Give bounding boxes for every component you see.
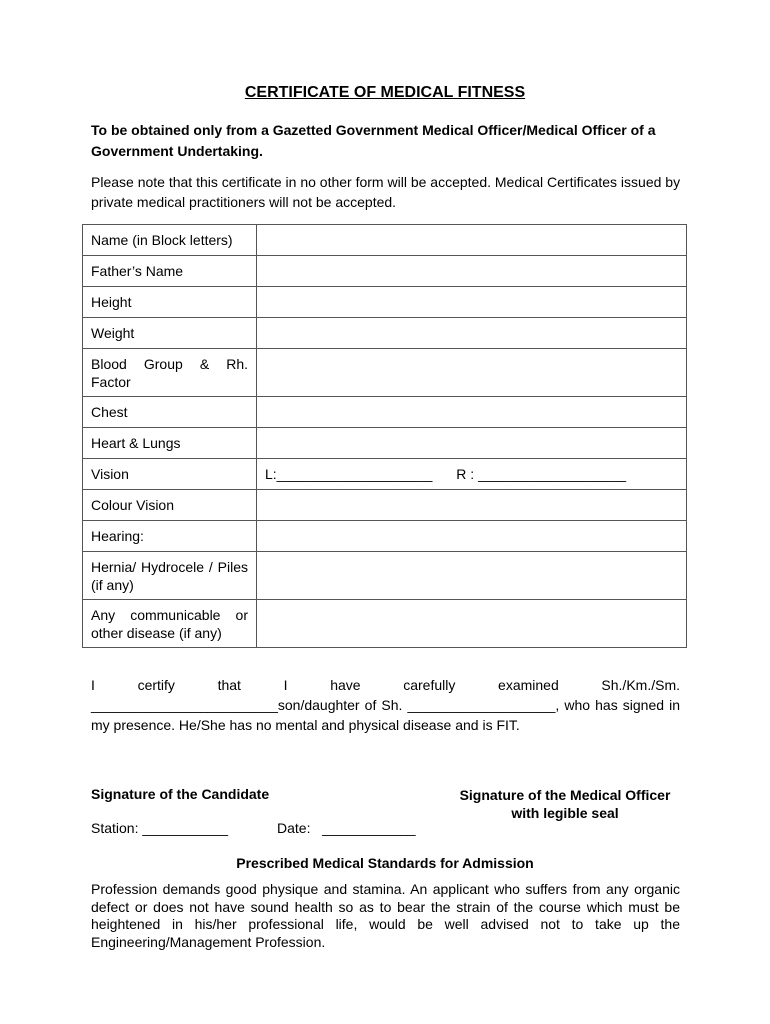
station-field[interactable]: Station: ___________ — [91, 820, 229, 836]
table-row — [83, 552, 687, 600]
medical-officer-signature-label: Signature of the Medical Officer — [459, 787, 671, 803]
vision-right-field[interactable]: R : ___________________ — [456, 466, 627, 482]
row-label-hernia: Hernia/ Hydrocele / Piles (if any) — [83, 552, 257, 600]
table-row — [83, 318, 687, 349]
row-label-weight: Weight — [83, 318, 257, 349]
date-field[interactable]: Date: ____________ — [277, 820, 416, 836]
row-label-heart-lungs: Heart & Lungs — [83, 428, 257, 459]
table-row — [83, 428, 687, 459]
colour-vision-field[interactable] — [257, 490, 687, 521]
table-row — [83, 521, 687, 552]
acceptance-note: Please note that this certificate in no other form will be accepted. Medical Certificates issued by private medical practitioners will not be accepted. — [91, 174, 681, 210]
heart-lungs-field[interactable] — [257, 428, 687, 459]
table-row — [83, 256, 687, 287]
intro-instruction: To be obtained only from a Gazetted Government Medical Officer/Medical Officer of a Government Undertaking. — [91, 122, 656, 159]
row-label-height: Height — [83, 287, 257, 318]
table-row — [83, 287, 687, 318]
vision-cell — [257, 459, 687, 490]
table-row — [83, 349, 687, 397]
blood-group-field[interactable] — [257, 349, 687, 397]
row-label-colour-vision: Colour Vision — [83, 490, 257, 521]
certification-statement: I certify that I have carefully examined Sh./Km./Sm. ________________________son/daughter of Sh. ___________________, who has signed in my presence. He/She has no mental and physical disease and is FIT. — [91, 677, 680, 733]
fathers-name-field[interactable] — [257, 256, 687, 287]
medical-details-table — [82, 224, 687, 648]
table-row — [83, 490, 687, 521]
chest-field[interactable] — [257, 397, 687, 428]
row-label-chest: Chest — [83, 397, 257, 428]
row-label-name: Name (in Block letters) — [83, 225, 257, 256]
row-label-vision: Vision — [83, 459, 257, 490]
table-row — [83, 600, 687, 648]
communicable-disease-field[interactable] — [257, 600, 687, 648]
medical-officer-signature-block — [440, 786, 690, 822]
legible-seal-label: with legible seal — [511, 805, 619, 821]
candidate-signature-label: Signature of the Candidate — [91, 786, 270, 802]
row-label-communicable-disease: Any communicable or other disease (if any) — [83, 600, 257, 648]
hearing-field[interactable] — [257, 521, 687, 552]
name-field[interactable] — [257, 225, 687, 256]
weight-field[interactable] — [257, 318, 687, 349]
height-field[interactable] — [257, 287, 687, 318]
row-label-blood-group: Blood Group & Rh. Factor — [83, 349, 257, 397]
row-label-hearing: Hearing: — [83, 521, 257, 552]
standards-paragraph: Profession demands good physique and stamina. An applicant who suffers from any organic defect or does not have sound health so as to bear the strain of the course which must be heightened in his/her professional life, would be well advised not to take up the Engineering/Management Profession. — [91, 881, 680, 950]
hernia-field[interactable] — [257, 552, 687, 600]
table-row — [83, 397, 687, 428]
vision-left-field[interactable]: L:____________________ — [265, 466, 433, 482]
table-row — [83, 225, 687, 256]
certificate-title: CERTIFICATE OF MEDICAL FITNESS — [244, 84, 526, 101]
table-row — [83, 459, 687, 490]
row-label-fathers-name: Father’s Name — [83, 256, 257, 287]
standards-heading: Prescribed Medical Standards for Admission — [236, 855, 534, 871]
